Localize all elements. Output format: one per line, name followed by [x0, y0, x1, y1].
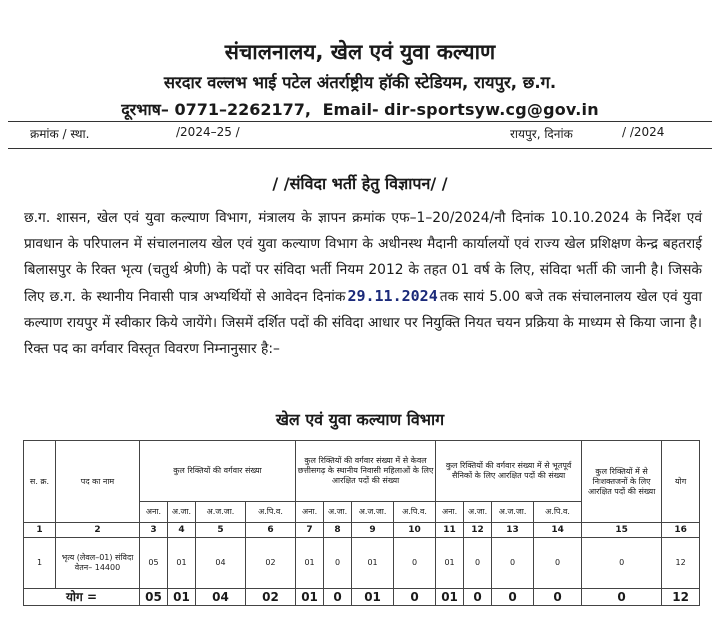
row-post-name: भृत्य (लेवल–01) संविदा वेतन– 14400: [56, 538, 140, 589]
header-disabled-reserved: कुल रिक्तियों में से निःशक्तजनों के लिए आरक्षित पदों की संख्या: [582, 441, 662, 523]
header-total: योग: [662, 441, 700, 523]
email-label: Email-: [322, 100, 379, 119]
column-number: 15: [582, 523, 662, 538]
total-value: 0: [324, 589, 352, 606]
email-address[interactable]: dir-sportsyw.cg@gov.in: [384, 100, 599, 119]
column-number: 11: [436, 523, 464, 538]
subheader-cell: अ.जा.: [168, 502, 196, 523]
phone-label: दूरभाष–: [121, 100, 169, 119]
column-number: 16: [662, 523, 700, 538]
total-value: 01: [352, 589, 394, 606]
column-number: 7: [296, 523, 324, 538]
column-number: 4: [168, 523, 196, 538]
table-total-row: [24, 589, 700, 606]
subheader-cell: अ.ज.जा.: [492, 502, 534, 523]
subheader-cell: अ.पि.व.: [394, 502, 436, 523]
column-number: 5: [196, 523, 246, 538]
header-total-vacancies: कुल रिक्तियों की वर्गवार संख्या: [140, 441, 296, 502]
row-value: 01: [296, 538, 324, 589]
paragraph-part-2: तक सायं 5.00 बजे तक संचालनालय खेल एवं युवा कल्याण रायपुर में स्वीकार किये जायेंगे। जिसमें दर्शित पदों की संविदा आधार पर नियुक्ति नियत चयन प्रक्रिया के माध्यम से किया जाना है। रिक्त पद का वर्गवार विस्तृत विवरण निम्नानुसार है:–: [24, 289, 702, 357]
org-address: सरदार वल्लभ भाई पटेल अंतर्राष्ट्रीय हॉकी स्टेडियम, रायपुर, छ.ग.: [163, 73, 557, 92]
row-value: 0: [492, 538, 534, 589]
column-number-row: [24, 523, 700, 538]
row-value: 04: [196, 538, 246, 589]
subheader-cell: अना.: [436, 502, 464, 523]
row-value: 05: [140, 538, 168, 589]
table-header-row: [24, 441, 700, 502]
row-value: 0: [394, 538, 436, 589]
column-number: 14: [534, 523, 582, 538]
date-label: रायपुर, दिनांक: [510, 127, 573, 141]
kramank-label: क्रमांक / स्था.: [30, 127, 90, 141]
row-value: 12: [662, 538, 700, 589]
column-number: 3: [140, 523, 168, 538]
header-divider-bottom: [8, 148, 712, 149]
notice-paragraph: [24, 205, 702, 362]
table-row: [24, 538, 700, 589]
subheader-cell: अ.पि.व.: [534, 502, 582, 523]
column-number: 8: [324, 523, 352, 538]
column-number: 9: [352, 523, 394, 538]
total-value: 02: [246, 589, 296, 606]
total-value: 01: [436, 589, 464, 606]
subheader-cell: अ.जा.: [324, 502, 352, 523]
subheader-cell: अना.: [296, 502, 324, 523]
date-value: / /2024: [622, 125, 665, 139]
total-value: 01: [296, 589, 324, 606]
row-value: 01: [352, 538, 394, 589]
column-number: 1: [24, 523, 56, 538]
row-value: 0: [324, 538, 352, 589]
handwritten-last-date: 29.11.2024: [347, 287, 438, 305]
subheader-cell: अ.ज.जा.: [352, 502, 394, 523]
header-ex-servicemen-reserved: कुल रिक्तियों की वर्गवार संख्या में से भूतपूर्व सैनिकों के लिए आरक्षित पदों की संख्या: [436, 441, 582, 502]
total-value: 0: [464, 589, 492, 606]
row-value: 01: [436, 538, 464, 589]
header-divider-top: [8, 121, 712, 122]
row-serial: 1: [24, 538, 56, 589]
total-value: 0: [492, 589, 534, 606]
header-women-reserved: कुल रिक्तियों की वर्गवार संख्या में से केवल छत्तीसगढ़ के स्थानीय निवासी महिलाओं के लिए आरक्षित पदों की संख्या: [296, 441, 436, 502]
total-value: 0: [534, 589, 582, 606]
phone-number: 0771–2262177,: [174, 100, 311, 119]
department-title: खेल एवं युवा कल्याण विभाग: [275, 410, 445, 429]
subheader-cell: अ.जा.: [464, 502, 492, 523]
column-number: 10: [394, 523, 436, 538]
total-value: 04: [196, 589, 246, 606]
total-value: 01: [168, 589, 196, 606]
total-value: 0: [582, 589, 662, 606]
notice-title: / /संविदा भर्ती हेतु विज्ञापन/ /: [272, 174, 448, 193]
total-label: योग =: [24, 589, 140, 606]
row-value: 0: [582, 538, 662, 589]
row-value: 02: [246, 538, 296, 589]
total-value: 12: [662, 589, 700, 606]
subheader-cell: अना.: [140, 502, 168, 523]
row-value: 0: [534, 538, 582, 589]
row-value: 0: [464, 538, 492, 589]
column-number: 6: [246, 523, 296, 538]
header-serial: स. क्र.: [24, 441, 56, 523]
org-title: संचालनालय, खेल एवं युवा कल्याण: [224, 40, 496, 64]
vacancy-table: [23, 440, 700, 606]
subheader-cell: अ.पि.व.: [246, 502, 296, 523]
contact-line: [0, 98, 720, 120]
column-number: 2: [56, 523, 140, 538]
header-post-name: पद का नाम: [56, 441, 140, 523]
kramank-value: /2024–25 /: [176, 125, 240, 139]
row-value: 01: [168, 538, 196, 589]
column-number: 12: [464, 523, 492, 538]
paragraph-part-1: छ.ग. शासन, खेल एवं युवा कल्याण विभाग, मंत्रालय के ज्ञापन क्रमांक एफ–1–20/2024/नौ दिनांक 10.10.2024 के निर्देश एवं प्रावधान के परिपालन में संचालनालय खेल एवं युवा कल्याण विभाग के अधीनस्थ मैदानी कार्यालयों एवं राज्य खेल प्रशिक्षण केन्द्र बहतराई बिलासपुर के रिक्त भृत्य (चतुर्थ श्रेणी) के पदों पर संविदा भर्ती नियम 2012 के तहत 01 वर्ष के लिए, संविदा भर्ती की जानी है। जिसके लिए छ.ग. के स्थानीय निवासी पात्र अभ्यर्थियों से आवेदन दिनांक: [24, 210, 702, 305]
column-number: 13: [492, 523, 534, 538]
subheader-cell: अ.ज.जा.: [196, 502, 246, 523]
total-value: 0: [394, 589, 436, 606]
total-value: 05: [140, 589, 168, 606]
